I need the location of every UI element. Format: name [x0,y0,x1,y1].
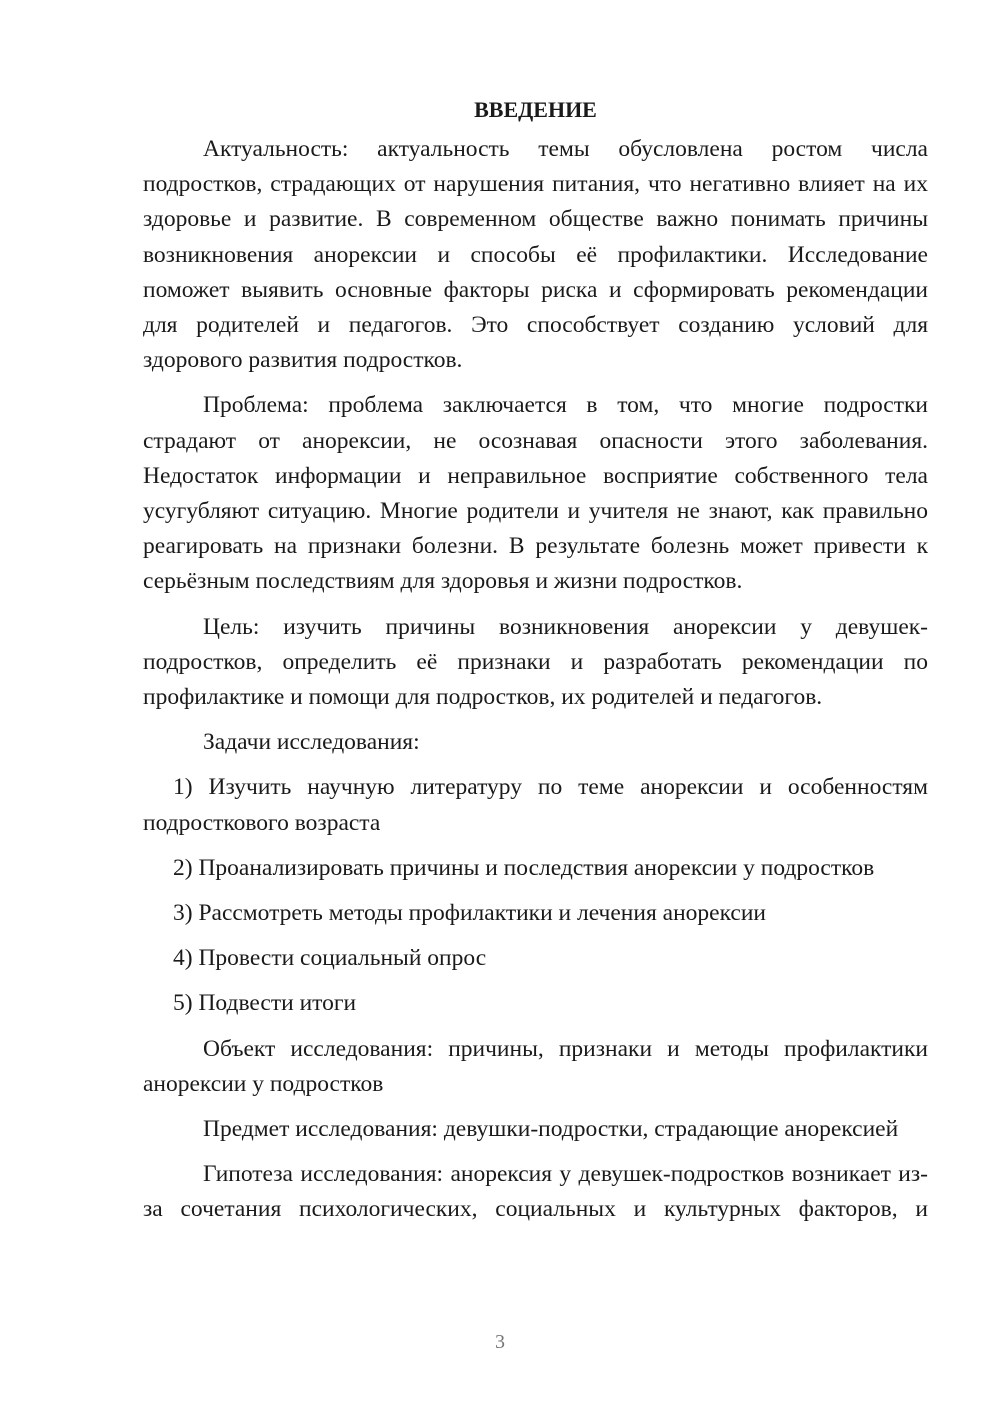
hypothesis-paragraph: Гипотеза исследования: анорексия у девушек-подростков возникает из-за сочетания психологических, социальных и культурных факторов, и [143,1161,928,1223]
page-number: 3 [495,1331,505,1353]
problem-paragraph: Проблема: проблема заключается в том, что многие подростки страдают от анорексии, не осознавая опасности этого заболевания. Недостаток информации и неправильное восприятие собственного тела усугубляют ситуацию. Многие родители и учителя не знают, как правильно реагировать на признаки болезни. В результате болезнь может привести к серьёзным последствиям для здоровья и жизни подростков. [143,392,928,595]
goal-paragraph: Цель: изучить причины возникновения анорексии у девушек-подростков, определить её признаки и разработать рекомендации по профилактике и помощи для подростков, их родителей и педагогов. [143,613,928,711]
page-title: ВВЕДЕНИЕ [474,97,597,122]
task-item-1: 1) Изучить научную литературу по теме анорексии и особенностям подросткового возраста [143,774,928,836]
task-item-2: 2) Проанализировать причины и последствия анорексии у подростков [173,854,875,881]
research-subject-paragraph: Предмет исследования: девушки-подростки, страдающие анорексией [203,1116,899,1143]
tasks-heading: Задачи исследования: [203,729,420,756]
task-item-5: 5) Подвести итоги [173,990,357,1017]
research-object-paragraph: Объект исследования: причины, признаки и методы профилактики анорексии у подростков [143,1035,928,1097]
task-item-4: 4) Провести социальный опрос [173,945,487,972]
task-item-3: 3) Рассмотреть методы профилактики и лечения анорексии [173,900,766,927]
document-page [143,88,928,1238]
relevance-paragraph: Актуальность: актуальность темы обусловлена ростом числа подростков, страдающих от нарушения питания, что негативно влияет на их здоровье и развитие. В современном обществе важно понимать причины возникновения анорексии и способы её профилактики. Исследование поможет выявить основные факторы риска и сформировать рекомендации для родителей и педагогов. Это способствует созданию условий для здорового развития подростков. [143,136,928,374]
